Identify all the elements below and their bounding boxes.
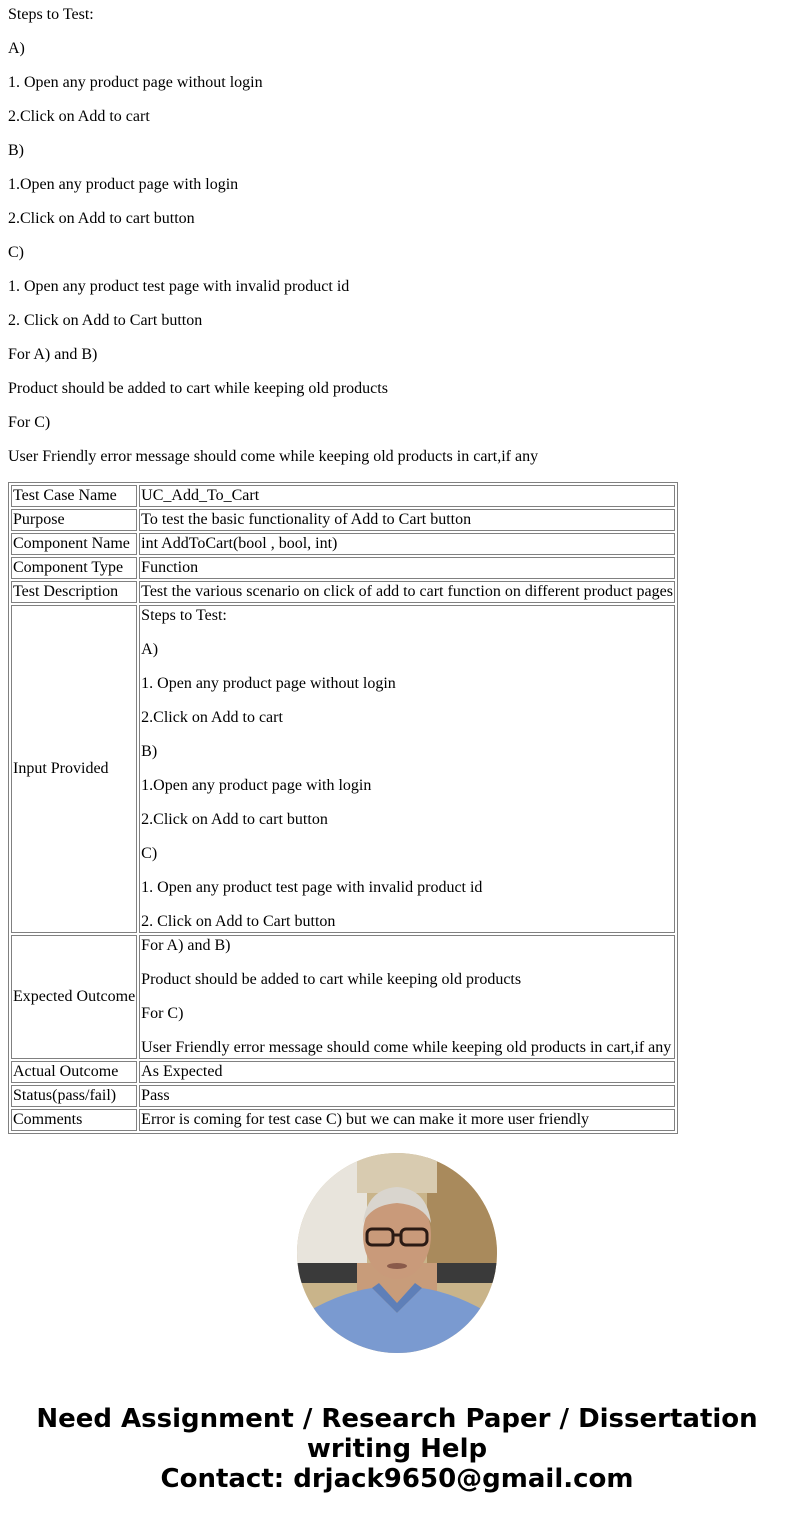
- intro-line: C): [8, 244, 24, 261]
- row-label: Input Provided: [11, 605, 137, 933]
- row-value: [139, 935, 675, 1059]
- row-label: Test Case Name: [11, 485, 137, 507]
- row-value: [139, 605, 675, 933]
- intro-line: 1. Open any product test page with invalid product id: [8, 278, 350, 295]
- table-row: [11, 581, 675, 603]
- value-line: Steps to Test:: [141, 607, 227, 624]
- intro-line: 2.Click on Add to cart: [8, 108, 150, 125]
- table-row: [11, 1085, 675, 1107]
- intro-line: Steps to Test:: [8, 6, 94, 23]
- value-line: User Friendly error message should come while keeping old products in cart,if any: [141, 1039, 672, 1056]
- intro-line: For A) and B): [8, 346, 98, 363]
- row-label: Component Name: [11, 533, 137, 555]
- intro-line: 2. Click on Add to Cart button: [8, 312, 203, 329]
- value-line: 1.Open any product page with login: [141, 777, 372, 794]
- table-row: [11, 935, 675, 1059]
- row-value: UC_Add_To_Cart: [139, 485, 675, 507]
- intro-line: B): [8, 142, 24, 159]
- value-line: 1. Open any product test page with invalid product id: [141, 879, 483, 896]
- table-row: [11, 509, 675, 531]
- intro-line: For C): [8, 414, 51, 431]
- promo-contact: Contact: drjack9650@gmail.com: [160, 1464, 634, 1494]
- value-line: For A) and B): [141, 937, 231, 954]
- row-label: Status(pass/fail): [11, 1085, 137, 1107]
- row-label: Component Type: [11, 557, 137, 579]
- promo-line-2: writing Help: [306, 1434, 488, 1464]
- table-row: [11, 485, 675, 507]
- intro-line: 1.Open any product page with login: [8, 176, 239, 193]
- row-value: Error is coming for test case C) but we can make it more user friendly: [139, 1109, 675, 1131]
- intro-steps: [8, 0, 786, 476]
- table-row: [11, 557, 675, 579]
- row-label: Actual Outcome: [11, 1061, 137, 1083]
- value-line: 2.Click on Add to cart button: [141, 811, 328, 828]
- row-label: Expected Outcome: [11, 935, 137, 1059]
- value-line: 1. Open any product page without login: [141, 675, 396, 692]
- table-row: [11, 1061, 675, 1083]
- row-label: Purpose: [11, 509, 137, 531]
- row-value: Test the various scenario on click of add to cart function on different product pages: [139, 581, 675, 603]
- avatar-photo: [297, 1153, 497, 1353]
- row-value: Pass: [139, 1085, 675, 1107]
- value-line: A): [141, 641, 159, 658]
- row-label: Test Description: [11, 581, 137, 603]
- promo-banner: [0, 1404, 794, 1494]
- row-label: Comments: [11, 1109, 137, 1131]
- row-value: int AddToCart(bool , bool, int): [139, 533, 675, 555]
- intro-line: 1. Open any product page without login: [8, 74, 263, 91]
- intro-line: User Friendly error message should come while keeping old products in cart,if any: [8, 448, 539, 465]
- avatar: [297, 1153, 497, 1353]
- intro-line: 2.Click on Add to cart button: [8, 210, 195, 227]
- test-case-table: [8, 482, 678, 1134]
- row-value: Function: [139, 557, 675, 579]
- value-line: C): [141, 845, 158, 862]
- row-value: As Expected: [139, 1061, 675, 1083]
- value-line: For C): [141, 1005, 184, 1022]
- table-row: [11, 605, 675, 933]
- intro-line: Product should be added to cart while keeping old products: [8, 380, 388, 397]
- table-row: [11, 533, 675, 555]
- table-row: [11, 1109, 675, 1131]
- promo-line-1: Need Assignment / Research Paper / Dissertation: [36, 1404, 758, 1434]
- intro-line: A): [8, 40, 25, 57]
- value-line: 2. Click on Add to Cart button: [141, 913, 336, 930]
- value-line: 2.Click on Add to cart: [141, 709, 283, 726]
- value-line: B): [141, 743, 158, 760]
- value-line: Product should be added to cart while keeping old products: [141, 971, 522, 988]
- row-value: To test the basic functionality of Add to Cart button: [139, 509, 675, 531]
